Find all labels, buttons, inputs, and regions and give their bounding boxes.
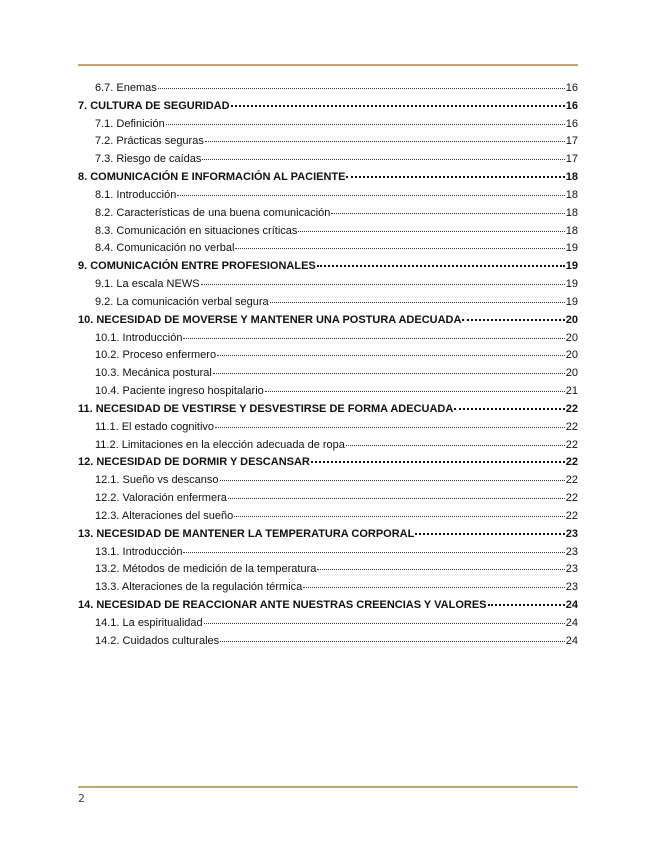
page-number: 2 <box>78 792 85 805</box>
toc-dot-leader <box>331 213 564 214</box>
toc-subsection-entry[interactable] <box>78 133 578 151</box>
toc-entry-title: 10.1. Introducción <box>95 331 183 344</box>
toc-entry-page: 22 <box>565 474 578 487</box>
toc-dot-leader <box>213 373 565 374</box>
toc-entry-page: 19 <box>565 242 578 255</box>
toc-entry-page: 22 <box>565 492 578 505</box>
toc-entry-title: 10.2. Proceso enfermero <box>95 349 217 362</box>
toc-section-entry[interactable] <box>78 98 578 116</box>
toc-entry-title: 9.1. La escala NEWS <box>95 278 200 291</box>
toc-entry-title: 13. NECESIDAD DE MANTENER LA TEMPERATURA CORPORAL <box>78 527 415 540</box>
toc-entry-title: 7.1. Definición <box>95 117 165 130</box>
toc-subsection-entry[interactable] <box>78 205 578 223</box>
toc-subsection-entry[interactable] <box>78 544 578 562</box>
toc-dot-leader <box>205 141 565 142</box>
toc-dot-leader <box>220 641 565 642</box>
toc-entry-title: 14.1. La espiritualidad <box>95 616 203 629</box>
toc-entry-page: 19 <box>565 260 578 273</box>
toc-dot-leader <box>311 461 565 463</box>
toc-subsection-entry[interactable] <box>78 240 578 258</box>
toc-entry-page: 16 <box>565 117 578 130</box>
toc-subsection-entry[interactable] <box>78 80 578 98</box>
toc-entry-title: 13.1. Introducción <box>95 545 183 558</box>
toc-entry-page: 23 <box>565 545 578 558</box>
toc-entry-page: 24 <box>565 634 578 647</box>
toc-dot-leader <box>415 533 564 535</box>
toc-subsection-entry[interactable] <box>78 116 578 134</box>
toc-entry-page: 21 <box>565 385 578 398</box>
toc-subsection-entry[interactable] <box>78 437 578 455</box>
toc-entry-page: 22 <box>565 438 578 451</box>
toc-entry-title: 12. NECESIDAD DE DORMIR Y DESCANSAR <box>78 456 310 469</box>
footer-rule <box>78 786 578 788</box>
toc-entry-page: 20 <box>565 313 578 326</box>
toc-dot-leader <box>346 176 564 178</box>
toc-entry-page: 23 <box>565 581 578 594</box>
toc-entry-title: 10.4. Paciente ingreso hospitalario <box>95 385 264 398</box>
toc-dot-leader <box>201 284 565 285</box>
toc-dot-leader <box>166 124 565 125</box>
toc-subsection-entry[interactable] <box>78 330 578 348</box>
toc-entry-title: 8.1. Introducción <box>95 188 177 201</box>
toc-subsection-entry[interactable] <box>78 294 578 312</box>
toc-dot-leader <box>303 587 564 588</box>
toc-entry-title: 8.3. Comunicación en situaciones críticas <box>95 224 298 237</box>
toc-dot-leader <box>270 302 565 303</box>
toc-entry-page: 19 <box>565 278 578 291</box>
toc-entry-title: 11. NECESIDAD DE VESTIRSE Y DESVESTIRSE DE FORMA ADECUADA <box>78 402 454 415</box>
toc-entry-title: 8.2. Características de una buena comunicación <box>95 206 331 219</box>
toc-dot-leader <box>204 623 565 624</box>
table-of-contents <box>78 80 578 651</box>
toc-dot-leader <box>183 338 564 339</box>
toc-entry-page: 17 <box>565 135 578 148</box>
toc-entry-page: 16 <box>565 82 578 94</box>
toc-dot-leader <box>265 391 565 392</box>
toc-subsection-entry[interactable] <box>78 365 578 383</box>
toc-entry-page: 22 <box>565 509 578 522</box>
toc-subsection-entry[interactable] <box>78 579 578 597</box>
toc-entry-title: 9. COMUNICACIÓN ENTRE PROFESIONALES <box>78 260 316 273</box>
toc-subsection-entry[interactable] <box>78 223 578 241</box>
toc-dot-leader <box>215 427 565 428</box>
toc-entry-title: 9.2. La comunicación verbal segura <box>95 295 269 308</box>
toc-entry-title: 7. CULTURA DE SEGURIDAD <box>78 99 230 112</box>
toc-entry-page: 20 <box>565 367 578 380</box>
toc-entry-page: 24 <box>565 616 578 629</box>
toc-dot-leader <box>234 516 565 517</box>
toc-dot-leader <box>462 319 564 321</box>
toc-section-entry[interactable] <box>78 526 578 544</box>
toc-subsection-entry[interactable] <box>78 151 578 169</box>
toc-entry-page: 18 <box>565 206 578 219</box>
toc-entry-page: 18 <box>565 171 578 184</box>
toc-entry-title: 14.2. Cuidados culturales <box>95 634 220 647</box>
toc-subsection-entry[interactable] <box>78 508 578 526</box>
toc-entry-title: 12.3. Alteraciones del sueño <box>95 509 234 522</box>
toc-subsection-entry[interactable] <box>78 383 578 401</box>
header-rule <box>78 64 578 66</box>
toc-dot-leader <box>158 88 565 89</box>
toc-entry-page: 20 <box>565 349 578 362</box>
toc-entry-page: 24 <box>565 599 578 612</box>
toc-section-entry[interactable] <box>78 597 578 615</box>
toc-dot-leader <box>228 498 565 499</box>
toc-entry-page: 22 <box>565 402 578 415</box>
toc-dot-leader <box>346 445 565 446</box>
toc-entry-page: 20 <box>565 331 578 344</box>
toc-dot-leader <box>235 248 564 249</box>
toc-entry-title: 14. NECESIDAD DE REACCIONAR ANTE NUESTRAS CREENCIAS Y VALORES <box>78 599 487 612</box>
toc-entry-title: 6.7. Enemas <box>95 82 157 94</box>
toc-entry-title: 13.3. Alteraciones de la regulación térmica <box>95 581 303 594</box>
toc-entry-title: 10.3. Mecánica postural <box>95 367 212 380</box>
toc-section-entry[interactable] <box>78 401 578 419</box>
toc-entry-title: 8.4. Comunicación no verbal <box>95 242 235 255</box>
toc-entry-title: 13.2. Métodos de medición de la temperatura <box>95 563 317 576</box>
toc-dot-leader <box>317 265 565 267</box>
toc-entry-title: 11.1. El estado cognitivo <box>95 420 215 433</box>
toc-dot-leader <box>454 408 564 410</box>
toc-subsection-entry[interactable] <box>78 419 578 437</box>
toc-entry-page: 18 <box>565 224 578 237</box>
toc-entry-title: 11.2. Limitaciones en la elección adecuada de ropa <box>95 438 345 451</box>
toc-entry-page: 17 <box>565 153 578 166</box>
toc-section-entry[interactable] <box>78 258 578 276</box>
toc-subsection-entry[interactable] <box>78 490 578 508</box>
toc-subsection-entry[interactable] <box>78 561 578 579</box>
toc-entry-title: 12.1. Sueño vs descanso <box>95 474 219 487</box>
toc-entry-title: 8. COMUNICACIÓN E INFORMACIÓN AL PACIENTE <box>78 171 346 184</box>
toc-dot-leader <box>488 604 565 606</box>
toc-entry-page: 22 <box>565 420 578 433</box>
toc-entry-title: 12.2. Valoración enfermera <box>95 492 227 505</box>
toc-entry-page: 23 <box>565 563 578 576</box>
toc-entry-page: 19 <box>565 295 578 308</box>
toc-section-entry[interactable] <box>78 312 578 330</box>
toc-subsection-entry[interactable] <box>78 187 578 205</box>
toc-entry-title: 10. NECESIDAD DE MOVERSE Y MANTENER UNA POSTURA ADECUADA <box>78 313 462 326</box>
toc-entry-page: 18 <box>565 188 578 201</box>
toc-dot-leader <box>217 355 565 356</box>
toc-entry-title: 7.3. Riesgo de caídas <box>95 153 202 166</box>
toc-subsection-entry[interactable] <box>78 633 578 651</box>
toc-dot-leader <box>220 480 565 481</box>
toc-dot-leader <box>177 195 564 196</box>
toc-entry-page: 16 <box>565 99 578 112</box>
toc-entry-title: 7.2. Prácticas seguras <box>95 135 204 148</box>
toc-subsection-entry[interactable] <box>78 347 578 365</box>
toc-dot-leader <box>317 569 564 570</box>
toc-dot-leader <box>231 105 565 107</box>
toc-dot-leader <box>202 159 564 160</box>
toc-dot-leader <box>183 552 564 553</box>
toc-dot-leader <box>298 231 564 232</box>
toc-entry-page: 23 <box>565 527 578 540</box>
toc-section-entry[interactable] <box>78 169 578 187</box>
toc-section-entry[interactable] <box>78 454 578 472</box>
toc-subsection-entry[interactable] <box>78 615 578 633</box>
toc-subsection-entry[interactable] <box>78 472 578 490</box>
toc-subsection-entry[interactable] <box>78 276 578 294</box>
toc-entry-page: 22 <box>565 456 578 469</box>
